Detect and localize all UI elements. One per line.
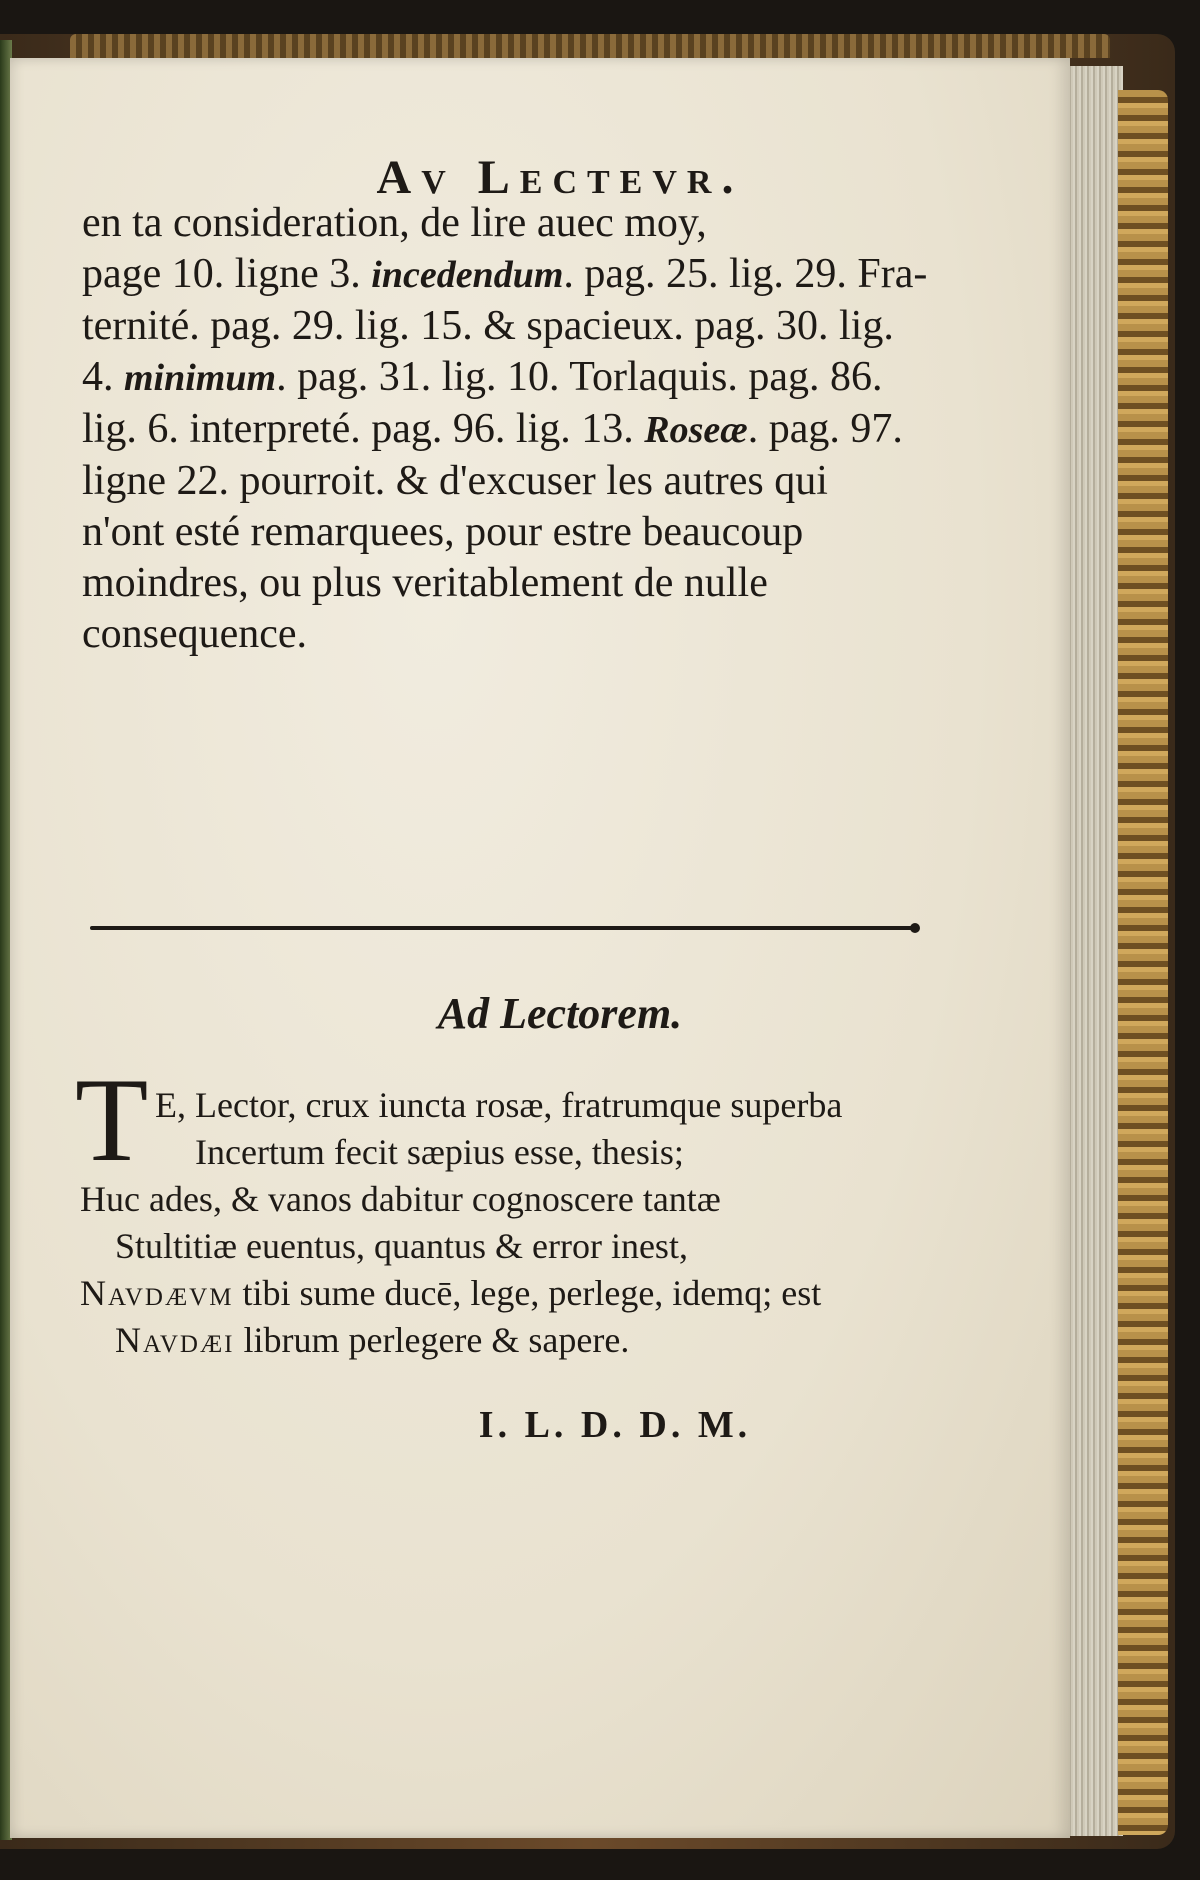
- running-head-text: Av Lectevr.: [376, 151, 744, 204]
- errata-text: 4.: [82, 354, 124, 400]
- errata-line: [82, 507, 932, 558]
- poem-line: [80, 1223, 940, 1270]
- poem-text: Stultitiæ euentus, quantus & error inest,: [115, 1226, 688, 1266]
- poem-text: tibi sume ducē, lege, perlege, idemq; est: [233, 1273, 822, 1313]
- errata-text: moindres, ou plus veritablement de nulle: [82, 560, 768, 606]
- poem-text: Huc ades, & vanos dabitur cognoscere tantæ: [80, 1179, 721, 1219]
- poem-line: [80, 1270, 940, 1317]
- poem-line: [80, 1129, 940, 1176]
- poem-line: [80, 1317, 940, 1364]
- drop-capital: T: [75, 1053, 149, 1186]
- page-stack-edge: [1066, 66, 1123, 1836]
- errata-line: [82, 404, 932, 456]
- errata-text: en ta consideration, de lire auec moy,: [82, 200, 707, 246]
- running-head: [10, 150, 1070, 205]
- errata-line: [82, 456, 932, 507]
- errata-line: [82, 301, 932, 352]
- errata-line: [82, 198, 932, 249]
- poem-line: [80, 1082, 940, 1129]
- errata-text: n'ont esté remarquees, pour estre beaucoup: [82, 509, 804, 555]
- poem-title: [10, 988, 1070, 1039]
- poem-verse: [80, 1082, 940, 1364]
- poem-name: Navdævm: [80, 1273, 234, 1313]
- errata-text: . pag. 31. lig. 10. Torlaquis. pag. 86.: [276, 354, 883, 400]
- poem-name: Navdæi: [115, 1320, 235, 1360]
- errata-text: . pag. 97.: [747, 406, 903, 452]
- errata-italic-word: incedendum: [371, 254, 564, 296]
- errata-text: consequence.: [82, 611, 308, 657]
- signature: [10, 1403, 1070, 1447]
- errata-line: [82, 609, 932, 660]
- errata-italic-word: minimum: [124, 357, 277, 399]
- errata-line: [82, 558, 932, 609]
- poem-text: E, Lector, crux iuncta rosæ, fratrumque superba: [155, 1085, 843, 1125]
- errata-text: ligne 22. pourroit. & d'excuser les autres qui: [82, 458, 828, 504]
- poem-line: [80, 1176, 940, 1223]
- gilt-fore-edge: [1118, 90, 1168, 1835]
- errata-italic-word: Roseæ: [644, 409, 748, 451]
- errata-line: [82, 352, 932, 404]
- signature-text: I. L. D. D. M.: [478, 1404, 752, 1446]
- errata-text: lig. 6. interpreté. pag. 96. lig. 13.: [82, 406, 645, 452]
- book-top-edge: [70, 34, 1110, 58]
- poem-title-text: Ad Lectorem.: [437, 989, 683, 1038]
- poem-text: Incertum fecit sæpius esse, thesis;: [195, 1132, 684, 1172]
- errata-text: . pag. 25. lig. 29. Fra-: [563, 251, 928, 297]
- horizontal-rule: [90, 926, 914, 930]
- errata-text: page 10. ligne 3.: [82, 251, 372, 297]
- errata-text: ternité. pag. 29. lig. 15. & spacieux. pag. 30. lig.: [82, 303, 894, 349]
- book-page: [10, 58, 1070, 1838]
- errata-line: [82, 249, 932, 301]
- poem-text: librum perlegere & sapere.: [234, 1320, 630, 1360]
- errata-paragraph: [82, 198, 932, 660]
